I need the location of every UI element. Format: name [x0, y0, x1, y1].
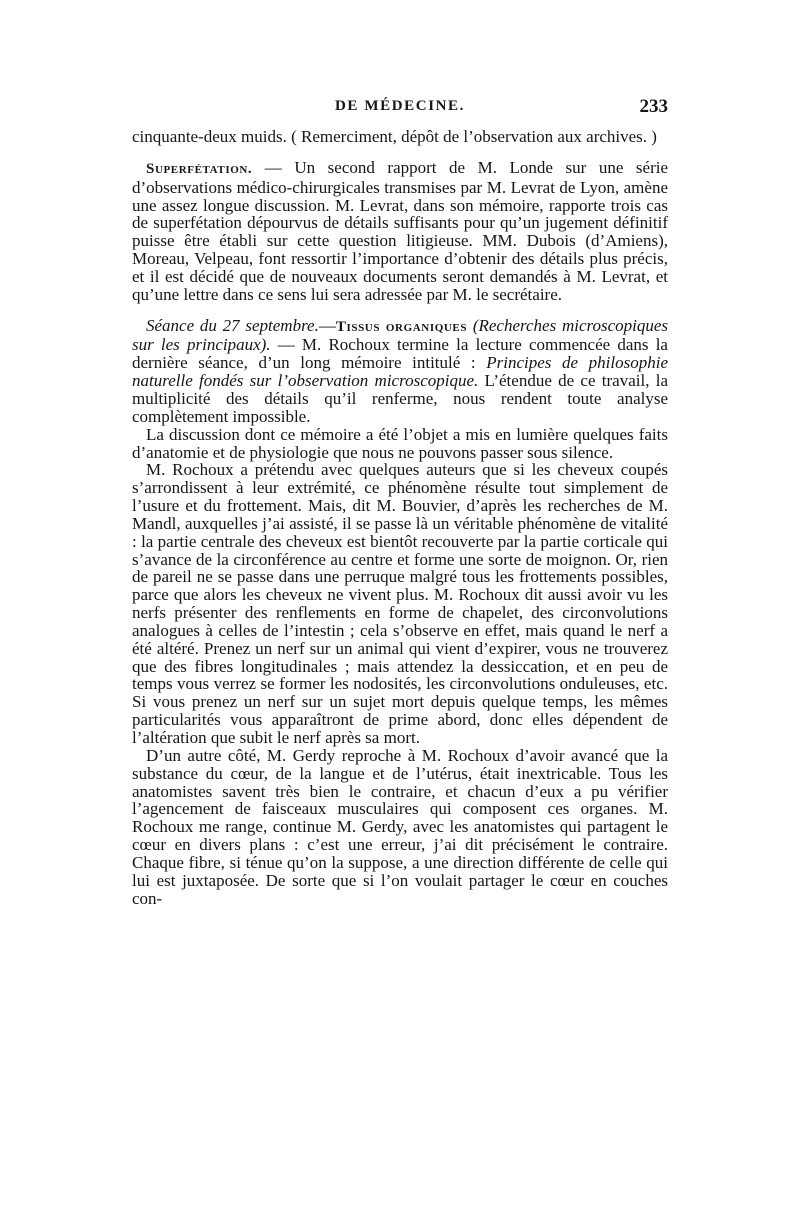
research-title: (Recherches microscopiques sur les principaux).: [132, 315, 669, 355]
paragraph-discussion: [132, 426, 668, 462]
paragraph-seance: [132, 317, 668, 426]
memoir-title: Principes de philosophie naturelle fondés sur l’observation microscopique.: [132, 353, 668, 391]
section-heading-superfetation: Superfétation.: [146, 160, 253, 177]
paragraph-superfetation-text: — Un second rapport de M. Londe sur une série d’observations médico-chirurgicales transmises par M. Levrat de Lyon, amène une assez longue discussion. M. Levrat, dans son mémoire, rapporte trois cas de superfétation dépourvus de détails suffisants pour qu’un jugement définitif puisse être établi sur cette question litigieuse. MM. Dubois (d’Amiens), Moreau, Velpeau, font ressortir l’importance d’obtenir des détails plus précis, et il est décidé que de nouveaux documents seront demandés à M. Levrat, et qu’une lettre dans ce sens lui sera adressée par M. le secrétaire.: [132, 157, 668, 304]
page-header: [132, 98, 668, 124]
running-head: DE MÉDECINE.: [334, 98, 466, 114]
paragraph-1-text: cinquante-deux muids. ( Remerciment, dépôt de l’observation aux archives. ): [132, 127, 657, 146]
page-body: [132, 128, 668, 907]
page-number: 233: [639, 96, 668, 117]
session-date: Séance du 27 septembre.: [146, 315, 319, 335]
paragraph-discussion-text: La discussion dont ce mémoire a été l’objet a mis en lumière quelques faits d’anatomie et de physiologie que nous ne pouvons passer sous silence.: [132, 424, 668, 462]
paragraph-gerdy-text: D’un autre côté, M. Gerdy reproche à M. Rochoux d’avoir avancé que la substance du cœur, de la langue et de l’utérus, était inextricable. Tous les anatomistes savent très bien le contraire, et chacun d’eux a pu vérifier l’agencement de faisceaux musculaires qui composent ces organes. M. Rochoux me range, continue M. Gerdy, avec les anatomistes qui partagent le cœur en divers plans : c’est une erreur, j’ai dit précisément le contraire. Chaque fibre, si ténue qu’on la suppose, a une direction différente de celle qui lui est juxtaposée. De sorte que si l’on voulait partager le cœur en couches con-: [132, 745, 668, 908]
paragraph-rochoux-text: M. Rochoux a prétendu avec quelques auteurs que si les cheveux coupés s’arrondissent à leur extrémité, ce phénomène résulte tout simplement de l’usure et du frottement. Mais, dit M. Bouvier, d’après les recherches de M. Mandl, auxquelles j’ai assisté, il se passe là un véritable phénomène de vitalité : la partie centrale des cheveux est bientôt recouverte par la partie corticale qui s’avance de la circonférence au centre et forme une sorte de moignon. Or, rien de pareil ne se passe dans une perruque malgré tous les frottements possibles, parce que alors les cheveux ne vivent plus. M. Rochoux dit aussi avoir vu les nerfs présenter des renflements en forme de chapelet, des circonvolutions analogues à celles de l’intestin ; cela s’observe en effet, mais quand le nerf a été altéré. Prenez un nerf sur un animal qui vient d’expirer, vous ne trouverez que des fibres longitudinales ; mais attendez la dessiccation, et en peu de temps vous verrez se former les nodosités, les circonvolutions onduleuses, etc. Si vous prenez un nerf sur un sujet mort depuis quelque temps, les mêmes particularités vous apparaîtront de prime abord, donc elles dépendent de l’altération que subit le nerf après sa mort.: [132, 460, 668, 747]
paragraph-rochoux: [132, 461, 668, 747]
paragraph-gerdy: [132, 747, 668, 908]
paragraph-seance-text-1: — M. Rochoux termine la lecture commencée dans la dernière séance, d’un long mémoire intitulé :: [132, 335, 668, 373]
paragraph-1: [132, 128, 668, 146]
paragraph-seance-text-2: L’étendue de ce travail, la multiplicité des détails qu’il renferme, nous rendent toute analyse complètement impossible.: [132, 371, 668, 426]
paragraph-superfetation: [132, 159, 668, 304]
session-dash: —: [318, 315, 336, 335]
section-heading-tissus: Tissus organiques: [335, 318, 468, 335]
